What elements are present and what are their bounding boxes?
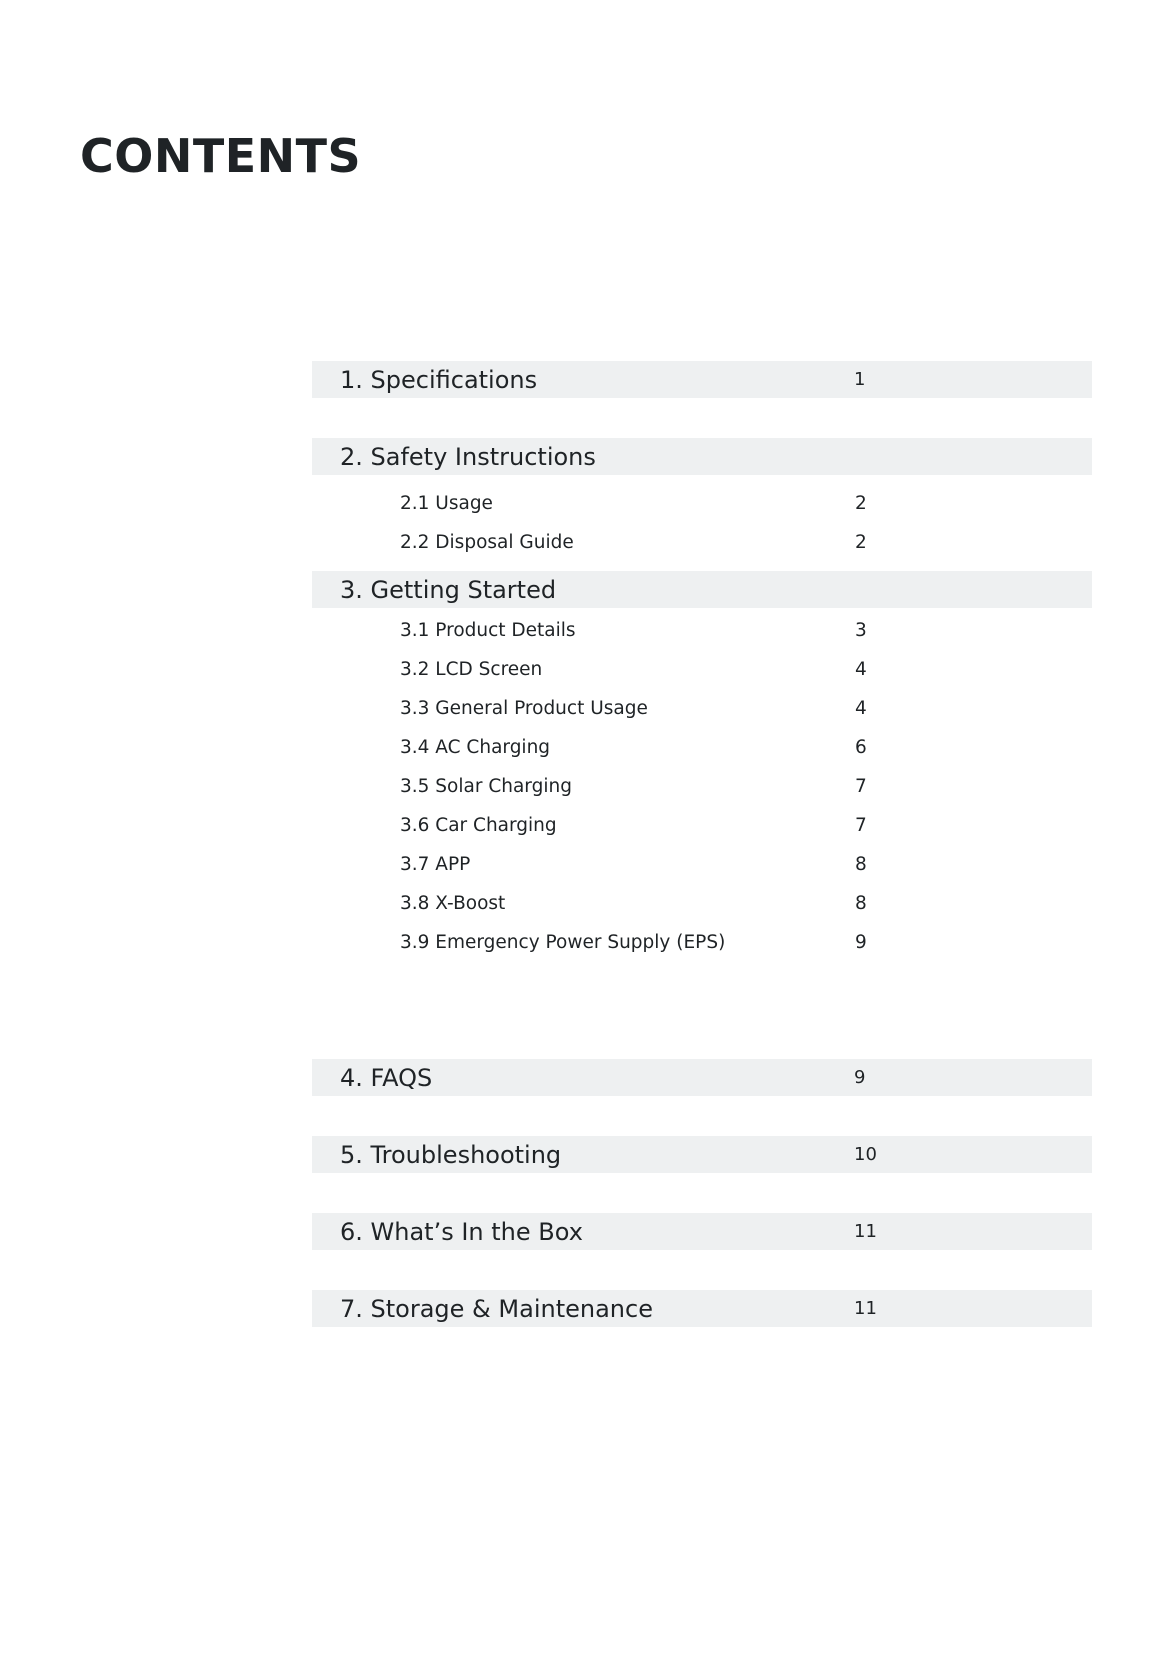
toc-item-emergency-power-supply[interactable] [312, 924, 1092, 963]
toc-page-number: 10 [854, 1144, 877, 1165]
toc-section-troubleshooting[interactable] [312, 1136, 1092, 1173]
toc-page-number: 3 [855, 620, 867, 641]
toc-page-number: 2 [855, 493, 867, 514]
page-title: CONTENTS [80, 129, 362, 183]
toc-section-title: 4. FAQS [340, 1064, 433, 1092]
toc-section-safety-instructions[interactable] [312, 438, 1092, 475]
toc-page-number: 7 [855, 776, 867, 797]
toc-page-number: 11 [854, 1221, 877, 1242]
toc-page-number: 4 [855, 659, 867, 680]
toc-page-number: 9 [855, 932, 867, 953]
spacer [312, 963, 1092, 1059]
toc-section-specifications[interactable] [312, 361, 1092, 398]
toc-item-title: 2.2 Disposal Guide [400, 532, 574, 553]
toc-page-number: 6 [855, 737, 867, 758]
toc-page-number: 9 [854, 1067, 866, 1088]
toc-item-title: 3.9 Emergency Power Supply (EPS) [400, 932, 726, 953]
spacer [312, 398, 1092, 438]
toc-item-title: 3.3 General Product Usage [400, 698, 648, 719]
toc-item-title: 3.5 Solar Charging [400, 776, 572, 797]
toc-item-title: 3.2 LCD Screen [400, 659, 543, 680]
toc-item-solar-charging[interactable] [312, 768, 1092, 807]
toc-item-title: 3.4 AC Charging [400, 737, 551, 758]
spacer [312, 475, 1092, 485]
toc-section-storage-maintenance[interactable] [312, 1290, 1092, 1327]
toc-section-title: 3. Getting Started [340, 576, 557, 604]
toc-section-title: 1. Specifications [340, 366, 538, 394]
toc-item-x-boost[interactable] [312, 885, 1092, 924]
toc-item-title: 2.1 Usage [400, 493, 493, 514]
spacer [312, 1250, 1092, 1290]
toc-item-ac-charging[interactable] [312, 729, 1092, 768]
toc-item-title: 3.6 Car Charging [400, 815, 557, 836]
toc-page-number: 11 [854, 1298, 877, 1319]
toc-item-car-charging[interactable] [312, 807, 1092, 846]
toc-item-disposal-guide[interactable] [312, 524, 1092, 563]
toc-section-faqs[interactable] [312, 1059, 1092, 1096]
toc-item-usage[interactable] [312, 485, 1092, 524]
toc-section-title: 6. What’s In the Box [340, 1218, 583, 1246]
toc-item-app[interactable] [312, 846, 1092, 885]
spacer [312, 563, 1092, 571]
toc-page-number: 7 [855, 815, 867, 836]
toc-item-product-details[interactable] [312, 612, 1092, 651]
toc-section-title: 5. Troubleshooting [340, 1141, 562, 1169]
toc-page-number: 1 [854, 369, 866, 390]
toc-item-title: 3.1 Product Details [400, 620, 576, 641]
toc-section-getting-started[interactable] [312, 571, 1092, 608]
toc-item-title: 3.7 APP [400, 854, 471, 875]
toc-item-general-product-usage[interactable] [312, 690, 1092, 729]
spacer [312, 1173, 1092, 1213]
toc-section-title: 2. Safety Instructions [340, 443, 596, 471]
spacer [312, 1096, 1092, 1136]
toc-section-whats-in-the-box[interactable] [312, 1213, 1092, 1250]
toc-section-title: 7. Storage & Maintenance [340, 1295, 653, 1323]
toc-page-number: 8 [855, 854, 867, 875]
toc-page-number: 2 [855, 532, 867, 553]
toc-page-number: 4 [855, 698, 867, 719]
toc-page-number: 8 [855, 893, 867, 914]
toc-item-lcd-screen[interactable] [312, 651, 1092, 690]
table-of-contents [312, 361, 1092, 1327]
toc-item-title: 3.8 X-Boost [400, 893, 506, 914]
